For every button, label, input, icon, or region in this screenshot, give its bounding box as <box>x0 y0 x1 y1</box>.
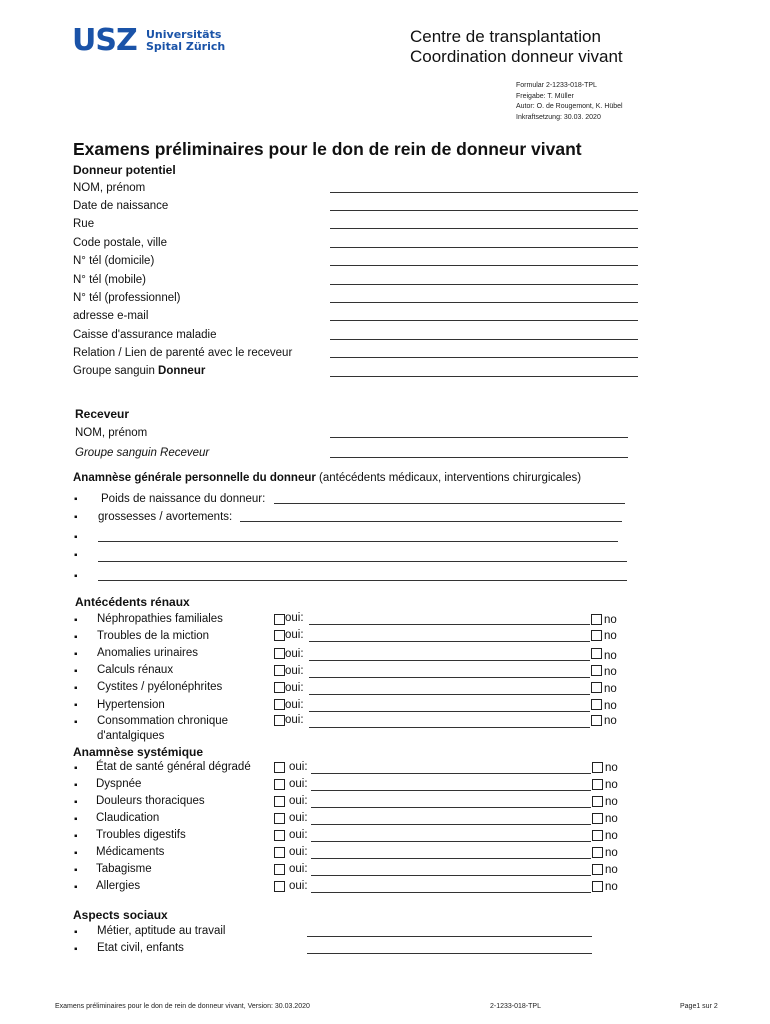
yes-detail-field[interactable] <box>309 711 590 712</box>
no-label: no <box>605 830 618 842</box>
yes-detail-field[interactable] <box>311 892 591 893</box>
yes-checkbox[interactable] <box>274 699 285 710</box>
yes-checkbox[interactable] <box>274 881 285 892</box>
donneur-street-label: Rue <box>73 218 95 230</box>
yes-label: oui: <box>289 795 308 807</box>
bullet: ▪ <box>74 683 78 694</box>
donneur-email-field[interactable] <box>330 320 638 321</box>
yes-checkbox[interactable] <box>274 762 285 773</box>
yes-checkbox[interactable] <box>274 779 285 790</box>
usz-logo: USZ <box>72 23 137 58</box>
logo-line-2: Spital Zürich <box>146 40 226 53</box>
no-label: no <box>605 796 618 808</box>
birth-weight-label: Poids de naissance du donneur: <box>101 493 266 505</box>
bullet: ▪ <box>74 865 78 876</box>
renaux-item-label: Anomalies urinaires <box>97 647 198 659</box>
donneur-birthdate-label: Date de naissance <box>73 200 169 212</box>
meta-author: Autor: O. de Rougemont, K. Hübel <box>516 103 623 110</box>
donneur-street-field[interactable] <box>330 228 638 229</box>
document-title: Examens préliminaires pour le don de rein de donneur vivant <box>73 139 582 159</box>
donneur-name-label: NOM, prénom <box>73 182 146 194</box>
systemique-item-label: Médicaments <box>96 846 165 858</box>
yes-label: oui: <box>285 612 304 624</box>
yes-detail-field[interactable] <box>309 641 590 642</box>
renaux-item-label: Calculs rénaux <box>97 664 174 676</box>
receveur-bloodgroup-field[interactable] <box>330 457 628 458</box>
bullet: ▪ <box>74 632 78 643</box>
form-metadata <box>516 81 623 123</box>
bullet: ▪ <box>74 717 78 728</box>
no-label: no <box>605 813 618 825</box>
donneur-relation-field[interactable] <box>330 357 638 358</box>
header-title-line-2: Coordination donneur vivant <box>410 47 623 66</box>
no-checkbox[interactable] <box>591 715 602 726</box>
no-checkbox[interactable] <box>592 762 603 773</box>
donneur-email-label: adresse e-mail <box>73 310 149 322</box>
receveur-name-label: NOM, prénom <box>75 427 148 439</box>
no-checkbox[interactable] <box>591 682 602 693</box>
yes-detail-field[interactable] <box>309 624 590 625</box>
yes-checkbox[interactable] <box>274 682 285 693</box>
systemique-item-label: Douleurs thoraciques <box>96 795 205 807</box>
yes-label: oui: <box>289 863 308 875</box>
no-label: no <box>605 762 618 774</box>
birth-weight-field[interactable] <box>274 503 625 504</box>
donneur-phone-home-field[interactable] <box>330 265 638 266</box>
meta-approval: Freigabe: T. Müller <box>516 92 574 100</box>
bloodgroup-prefix: Groupe sanguin <box>73 365 159 377</box>
civil-status-label: Etat civil, enfants <box>97 942 184 954</box>
pregnancies-field[interactable] <box>240 521 622 522</box>
bullet: ▪ <box>74 700 78 711</box>
yes-label: oui: <box>285 699 304 711</box>
no-checkbox[interactable] <box>592 847 603 858</box>
yes-label: oui: <box>289 812 308 824</box>
donneur-phone-work-field[interactable] <box>330 302 638 303</box>
renaux-item-label: Hypertension <box>97 699 165 711</box>
no-label: no <box>604 614 617 626</box>
anamnese-heading-bold: Anamnèse générale personnelle du donneur <box>73 472 316 484</box>
bullet: ▪ <box>74 882 78 893</box>
no-checkbox[interactable] <box>592 813 603 824</box>
civil-status-field[interactable] <box>307 953 592 954</box>
bloodgroup-bold: Donneur <box>158 365 206 377</box>
renaux-item-label: Troubles de la miction <box>97 630 210 642</box>
bullet: ▪ <box>74 797 78 808</box>
meta-effective-date: Inkraftsetzung: 30.03. 2020 <box>516 113 601 121</box>
yes-label: oui: <box>289 829 308 841</box>
renaux-heading: Antécédents rénaux <box>75 595 190 609</box>
donneur-name-field[interactable] <box>330 192 638 193</box>
yes-detail-field[interactable] <box>309 677 590 678</box>
yes-checkbox[interactable] <box>274 614 285 625</box>
yes-label: oui: <box>285 714 304 726</box>
no-label: no <box>605 847 618 859</box>
yes-checkbox[interactable] <box>274 665 285 676</box>
bullet: ▪ <box>74 780 78 791</box>
no-label: no <box>604 650 617 662</box>
no-label: no <box>604 683 617 695</box>
donneur-birthdate-field[interactable] <box>330 210 638 211</box>
no-label: no <box>605 881 618 893</box>
yes-label: oui: <box>289 880 308 892</box>
yes-checkbox[interactable] <box>274 813 285 824</box>
bullet: ▪ <box>74 649 78 660</box>
no-checkbox[interactable] <box>592 830 603 841</box>
yes-checkbox[interactable] <box>274 830 285 841</box>
no-label: no <box>604 630 617 642</box>
no-checkbox[interactable] <box>591 665 602 676</box>
no-label: no <box>605 779 618 791</box>
footer-form-number: 2-1233-018-TPL <box>490 1003 541 1010</box>
no-label: no <box>604 666 617 678</box>
bullet: ▪ <box>74 512 78 523</box>
yes-detail-field[interactable] <box>311 841 591 842</box>
bullet: ▪ <box>74 944 78 955</box>
yes-checkbox[interactable] <box>274 796 285 807</box>
donneur-city-label: Code postale, ville <box>73 237 167 249</box>
no-label: no <box>605 864 618 876</box>
yes-label: oui: <box>285 629 304 641</box>
no-label: no <box>604 715 617 727</box>
yes-checkbox[interactable] <box>274 648 285 659</box>
systemique-item-label: Allergies <box>96 880 141 892</box>
renaux-item-label: Cystites / pyélonéphrites <box>97 681 223 693</box>
yes-label: oui: <box>285 665 304 677</box>
anamnese-extra-field-1[interactable] <box>98 541 618 542</box>
footer-page-number: Page1 sur 2 <box>680 1003 718 1010</box>
renaux-item-label: Consommation chronique <box>97 715 229 727</box>
systemique-item-label: Troubles digestifs <box>96 829 186 841</box>
donneur-insurance-field[interactable] <box>330 339 638 340</box>
yes-detail-field[interactable] <box>311 773 591 774</box>
no-checkbox[interactable] <box>592 779 603 790</box>
no-label: no <box>604 700 617 712</box>
yes-checkbox[interactable] <box>274 847 285 858</box>
bullet: ▪ <box>74 615 78 626</box>
bullet: ▪ <box>74 927 78 938</box>
no-checkbox[interactable] <box>591 630 602 641</box>
job-field[interactable] <box>307 936 592 937</box>
receveur-bloodgroup-label: Groupe sanguin Receveur <box>75 447 210 459</box>
yes-label: oui: <box>285 682 304 694</box>
donneur-heading: Donneur potentiel <box>73 163 176 177</box>
yes-checkbox[interactable] <box>274 715 285 726</box>
bullet: ▪ <box>74 494 78 505</box>
donneur-phone-work-label: N° tél (professionnel) <box>73 292 181 304</box>
systemique-item-label: Tabagisme <box>96 863 152 875</box>
yes-detail-field[interactable] <box>311 824 591 825</box>
no-checkbox[interactable] <box>592 881 603 892</box>
donneur-phone-home-label: N° tél (domicile) <box>73 255 155 267</box>
logo-line-1: Universitäts <box>146 28 222 41</box>
yes-detail-field[interactable] <box>309 660 590 661</box>
no-checkbox[interactable] <box>591 699 602 710</box>
bullet: ▪ <box>74 831 78 842</box>
donneur-bloodgroup-label <box>73 364 205 378</box>
anamnese-heading <box>73 471 581 485</box>
anamnese-extra-field-3[interactable] <box>98 580 627 581</box>
donneur-bloodgroup-field[interactable] <box>330 376 638 377</box>
job-label: Métier, aptitude au travail <box>97 925 226 937</box>
systemique-item-label: Claudication <box>96 812 160 824</box>
no-checkbox[interactable] <box>591 614 602 625</box>
pregnancies-label: grossesses / avortements: <box>98 511 233 523</box>
systemique-item-label: Dyspnée <box>96 778 142 790</box>
donneur-insurance-label: Caisse d'assurance maladie <box>73 329 217 341</box>
header-title <box>410 27 623 67</box>
bullet: ▪ <box>74 814 78 825</box>
yes-label: oui: <box>289 761 308 773</box>
meta-form-number: Formular 2-1233-018-TPL <box>516 82 597 89</box>
usz-logo-text <box>146 29 225 53</box>
systemique-heading: Anamnèse systémique <box>73 745 204 759</box>
yes-detail-field[interactable] <box>311 875 591 876</box>
yes-detail-field[interactable] <box>309 694 590 695</box>
yes-label: oui: <box>289 846 308 858</box>
no-checkbox[interactable] <box>591 648 602 659</box>
yes-detail-field[interactable] <box>311 790 591 791</box>
bullet: ▪ <box>74 532 78 543</box>
yes-detail-field[interactable] <box>311 807 591 808</box>
header-title-line-1: Centre de transplantation <box>410 27 601 46</box>
receveur-heading: Receveur <box>75 407 130 421</box>
renaux-item-label-cont: d'antalgiques <box>97 730 165 742</box>
donneur-relation-label: Relation / Lien de parenté avec le receveur <box>73 347 293 359</box>
donneur-city-field[interactable] <box>330 247 638 248</box>
systemique-item-label: État de santé général dégradé <box>96 761 251 773</box>
donneur-phone-mobile-field[interactable] <box>330 284 638 285</box>
anamnese-extra-field-2[interactable] <box>98 561 627 562</box>
donneur-phone-mobile-label: N° tél (mobile) <box>73 274 146 286</box>
footer-title: Examens préliminaires pour le don de rein de donneur vivant, Version: 30.03.2020 <box>55 1003 310 1010</box>
anamnese-heading-rest: (antécédents médicaux, interventions chirurgicales) <box>315 472 582 484</box>
yes-detail-field[interactable] <box>311 858 591 859</box>
sociaux-heading: Aspects sociaux <box>73 908 168 922</box>
yes-checkbox[interactable] <box>274 864 285 875</box>
bullet: ▪ <box>74 550 78 561</box>
yes-checkbox[interactable] <box>274 630 285 641</box>
yes-detail-field[interactable] <box>309 727 590 728</box>
yes-label: oui: <box>285 648 304 660</box>
bullet: ▪ <box>74 666 78 677</box>
bullet: ▪ <box>74 571 78 582</box>
no-checkbox[interactable] <box>592 796 603 807</box>
bullet: ▪ <box>74 848 78 859</box>
renaux-item-label: Néphropathies familiales <box>97 613 223 625</box>
no-checkbox[interactable] <box>592 864 603 875</box>
yes-label: oui: <box>289 778 308 790</box>
bullet: ▪ <box>74 763 78 774</box>
receveur-name-field[interactable] <box>330 437 628 438</box>
